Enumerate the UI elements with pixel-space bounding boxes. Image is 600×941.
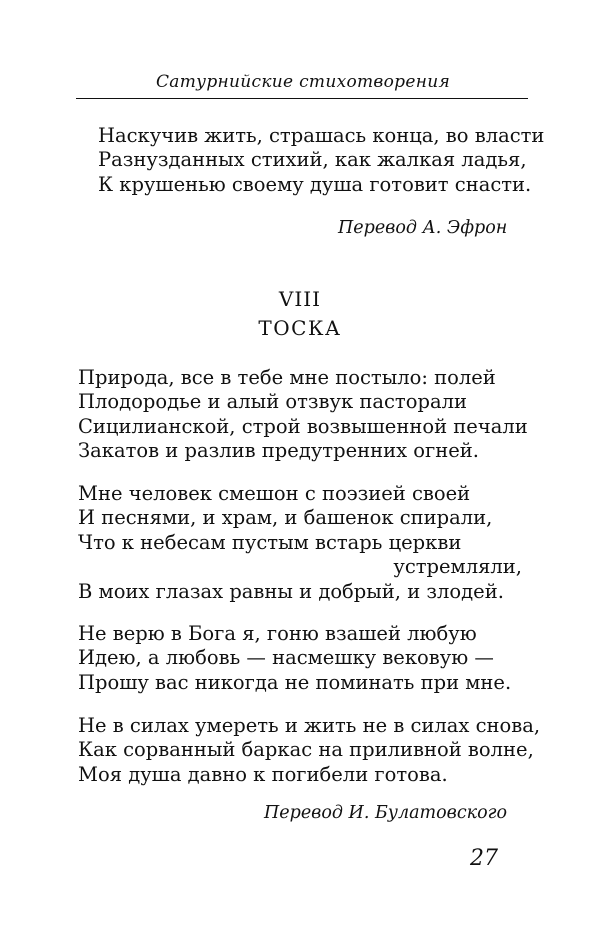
verse-line: В моих глазах равны и добрый, и злодей. [78,579,504,603]
verse-line: И песнями, и храм, и башенок спирали, [78,506,493,530]
running-head: Сатурнийские стихотворения [156,72,450,92]
verse-line: Моя душа давно к погибели готова. [78,762,448,786]
poem-number: VIII [278,287,322,311]
verse-line: Сицилианской, строй возвышенной печали [78,414,528,438]
poem-translator: Перевод И. Булатовского [264,803,508,823]
verse-line: Природа, все в тебе мне постыло: полей [78,366,496,389]
stanza-4 [78,714,540,787]
verse-line: Не верю в Бога я, гоню взашей любую [78,622,477,645]
verse-line: Плодородье и алый отзвук пасторали [78,390,467,414]
stanza-1 [78,366,528,464]
verse-line: Наскучив жить, страшась конца, во власти [98,124,545,147]
prev-poem-ending [98,124,544,197]
verse-line: Прошу вас никогда не поминать при мне. [78,670,512,694]
verse-line: Что к небесам пустым встарь церкви [78,530,462,554]
stanza-3 [78,622,511,695]
verse-line: Разнузданных стихий, как жалкая ладья, [98,148,527,172]
page-number: 27 [470,846,498,871]
verse-line: Не в силах умереть и жить не в силах снова, [78,714,541,737]
poem-title: ТОСКА [258,316,342,340]
stanza-2 [78,482,522,604]
verse-line: Закатов и разлив предутренних огней. [78,439,479,463]
verse-line: Как сорванный баркас на приливной волне, [78,738,534,762]
prev-poem-translator: Перевод А. Эфрон [338,218,508,238]
verse-line: К крушенью своему душа готовит снасти. [98,172,532,196]
verse-line-continuation: устремляли, [393,555,522,579]
verse-line: Мне человек смешон с поэзией своей [78,482,471,505]
header-rule [76,98,528,99]
verse-line: Идею, а любовь — насмешку вековую — [78,646,494,670]
